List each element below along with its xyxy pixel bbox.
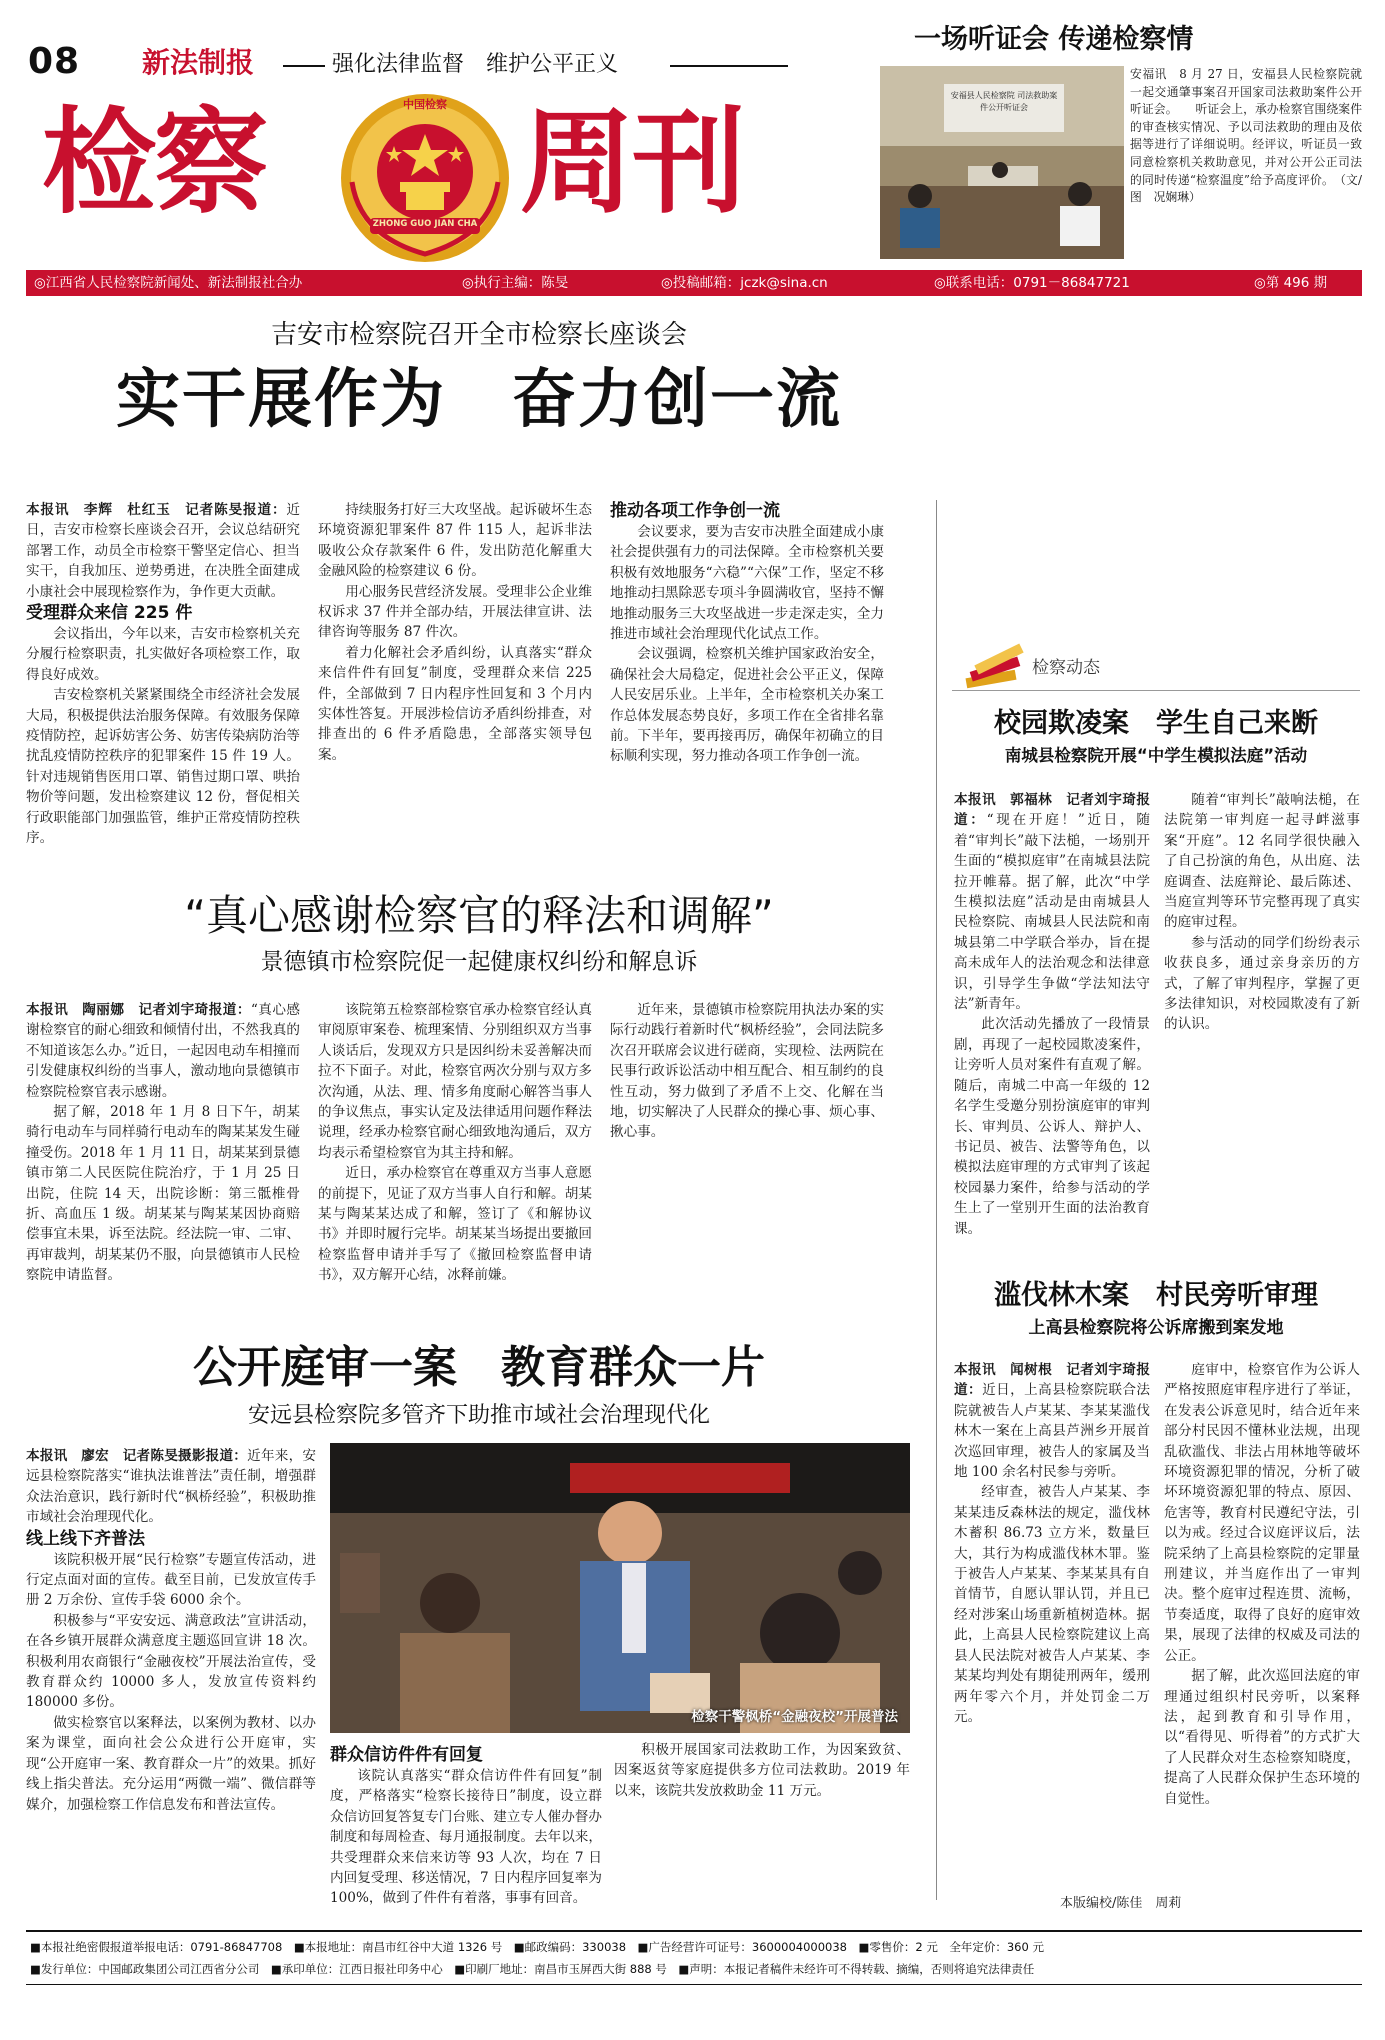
article2-subtitle: 景德镇市检察院促一起健康权纠纷和解息诉 — [260, 949, 698, 975]
article3-headline: 公开庭审一案 教育群众一片 — [193, 1342, 765, 1393]
books-icon — [962, 650, 1032, 694]
article3-subhead-1: 线上线下齐普法 — [26, 1528, 145, 1549]
article3-subtitle: 安远县检察院多管齐下助推市域社会治理现代化 — [247, 1403, 710, 1428]
article3-col3: 积极开展国家司法救助工作，为因案致贫、因案返贫等家庭提供多方位司法救助。2019 年以来，该院共发放救助金 11 万元。 — [614, 1742, 910, 1799]
article3-byline: 本报讯 廖宏 记者陈旻摄影报道： — [26, 1448, 248, 1464]
slogan-rule-left — [283, 65, 325, 67]
masthead — [0, 0, 880, 275]
side-a2-byline: 本报讯 闻树根 记者刘宇琦报道： — [954, 1362, 1150, 1399]
info-issue: ◎第 496 期 — [1254, 275, 1328, 291]
emblem-bottom-text: ZHONG GUO JIAN CHA — [372, 219, 478, 229]
article3-photo-caption: 检察干警枫桥“金融夜校”开展普法 — [691, 1709, 898, 1725]
article3-col2: 群众信访件件有回复 该院认真落实“群众信访件件有回复”制度，严格落实“检察长接待日”制度，设立群众信访回复答复专门台账、建立专人催办督办制度和每周检查、每月通报制度。去年以来，共受理群众来信来访等 93 人次，均在 7 日内回复受理、移送情况，7 日内程序回复率为 100%，做到了件件有着落，事事有回音。 — [330, 1745, 602, 1907]
article1-col3: 推动各项工作争创一流 会议要求，要为吉安市决胜全面建成小康社会提供强有力的司法保障。全市检察机关要积极有效地服务“六稳”“六保”工作，坚定不移地推动扫黑除恶专项斗争圆满收官，坚持不懈地推动服务三大攻坚战进一步走深走实，全力推进市域社会治理现代化试点工作。 会议强调，检察机关维护国家政治安全，确保社会大局稳定，促进社会公平正义，保障人民安居乐业。上半年，全市检察机关办案工作总体发展态势良好，多项工作在全省排名靠前。下半年，要再接再厉，确保年初确立的目标顺利实现，努力推动各项工作争创一流。 — [610, 501, 884, 765]
article1-col1: 本报讯 李辉 杜红玉 记者陈旻报道：近日，吉安市检察长座谈会召开，会议总结研究部署工作，动员全市检察干警坚定信心、担当实干，自我加压、逆势勇进，在决胜全面建成小康社会中展现检察作为，争作更大贡献。 受理群众来信 225 件 会议指出，今年以来，吉安市检察机关充分履行检察职责，扎实做好各项检察工作，取得良好成效。 吉安检察机关紧紧围绕全市经济社会发展大局，积极提供法治服务保障。有效服务保障疫情防控，起诉妨害公务、妨害传染病防治等扰乱疫情防控秩序的犯罪案件 15 件 19 人。针对违规销售医用口罩、销售过期口罩、哄抬物价等问题，发出检察建议 12 份，督促相关行政职能部门加强监管，维护正常疫情防控秩序。 — [26, 502, 300, 847]
top-news-photo — [880, 66, 1124, 259]
slogan-rule-right — [670, 65, 788, 67]
side-a1-headline: 校园欺凌案 学生自己来断 — [994, 708, 1318, 739]
side-a1-col1: 本报讯 郭福林 记者刘宇琦报道：“现在开庭！”近日，随着“审判长”敲下法槌，一场别开生面的“模拟庭审”在南城县法院拉开帷幕。据了解，此次“中学生模拟法庭”活动是由南城县人民检察院、南城县人民法院和南城县第二中学联合举办，旨在提高未成年人的法治观念和法律意识，引导学生争做“学法知法守法”新青年。 此次活动先播放了一段情景剧，再现了一起校园欺凌案件，让旁听人员对案件有直观了解。随后，南城二中高一年级的 12 名学生受邀分别扮演庭审的审判长、审判员、公诉人、辩护人、书记员、被告、法警等角色，以模拟法庭审理的方式审判了该起校园暴力案件，给参与活动的学生上了一堂别开生面的法治教育课。 — [954, 792, 1151, 1237]
article1-subhead-2: 推动各项工作争创一流 — [610, 501, 780, 521]
info-email: ◎投稿邮箱：jczk@sina.cn — [661, 275, 828, 291]
info-phone: ◎联系电话：0791－86847721 — [934, 275, 1130, 291]
info-organizer: ◎江西省人民检察院新闻处、新法制报社合办 — [34, 275, 303, 291]
article2-byline: 本报讯 陶丽娜 记者刘宇琦报道： — [26, 1002, 251, 1018]
article3-subhead-2: 群众信访件件有回复 — [330, 1745, 483, 1765]
article1-byline: 本报讯 李辉 杜红玉 记者陈旻报道： — [26, 502, 287, 518]
paper-name: 新法制报 — [142, 46, 255, 79]
sidebar-section-label: 检察动态 — [1032, 658, 1100, 678]
footer-rule-bottom — [26, 1984, 1362, 1985]
info-bar — [26, 270, 1362, 296]
article2-col2: 该院第五检察部检察官承办检察官经认真审阅原审案卷、梳理案情、分别组织双方当事人谈话后，发现双方只是因纠纷未妥善解决而拉不下面子。对此，检察官两次分别与双方多次沟通，从法、理、情多角度耐心解答当事人的争议焦点，事实认定及法律适用问题作释法说理，经承办检察官耐心细致地沟通后，双方均表示希望检察官为其主持和解。 近日，承办检察官在尊重双方当事人意愿的前提下，见证了双方当事人自行和解。胡某某与陶某某达成了和解，签订了《和解协议书》并即时履行完毕。胡某某当场提出要撤回检察监督申请并手写了《撤回检察监督申请书》，双方解开心结，冰释前嫌。 — [318, 1002, 592, 1284]
article3-photo — [330, 1443, 910, 1733]
article2-col1: 本报讯 陶丽娜 记者刘宇琦报道：“真心感谢检察官的耐心细致和倾情付出，不然我真的不知道该怎么办。”近日，一起因电动车相撞而引发健康权纠纷的当事人，激动地向景德镇市检察院检察官表示感谢。 据了解，2018 年 1 月 8 日下午，胡某骑行电动车与同样骑行电动车的陶某某发生碰撞受伤。2018 年 1 月 11 日，胡某某到景德镇市第二人民医院住院治疗，于 1 月 25 日出院，住院 14 天，出院诊断：第三骶椎骨折、高血压 1 级。胡某某与陶某某因协商赔偿事宜未果，诉至法院。经法院一审、二审、再审裁判，胡某某仍不服，向景德镇市人民检察院申请监督。 — [26, 1002, 301, 1284]
side-a2-col1: 本报讯 闻树根 记者刘宇琦报道：近日，上高县检察院联合法院就被告人卢某某、李某某滥伐林木一案在上高县芦洲乡开展首次巡回审理，被告人的家属及当地 100 余名村民参与旁听。 经审查，被告人卢某某、李某某违反森林法的规定，滥伐林木蓄积 86.73 立方米，数量巨大，其行为构成滥伐林木罪。鉴于被告人卢某某、李某某具有自首情节，自愿认罪认罚，并且已经对涉案山场重新植树造林。据此，上高县人民检察院建议上高县人民法院对被告人卢某某、李某某均判处有期徒刑两年，缓刑两年零六个月，并处罚金二万元。 — [954, 1362, 1150, 1725]
masthead-title-right: 周刊 — [520, 96, 745, 229]
side-a2-col2: 庭审中，检察官作为公诉人严格按照庭审程序进行了举证，在发表公诉意见时，结合近年来部分村民因不懂林业法规，出现乱砍滥伐、非法占用林地等破坏环境资源犯罪的情况，分析了破坏环境资源犯罪的特点、原因、危害等，教育村民遵纪守法，引以为戒。经过合议庭评议后，法院采纳了上高县检察院的定罪量刑建议，并当庭作出了一审判决。整个庭审过程连贯、流畅，节奏适度，取得了良好的庭审效果，展现了法律的权威及司法的公正。 据了解，此次巡回法庭的审理通过组织村民旁听，以案释法，起到教育和引导作用，以“看得见、听得着”的方式扩大了人民群众对生态检察知晓度，提高了人民群众保护生态环境的自觉性。 — [1164, 1362, 1360, 1807]
top-news-photo-banner: 安福县人民检察院 司法救助案件公开听证会 — [950, 91, 1058, 112]
sidebar-section-rule — [952, 690, 1360, 691]
page-number: 08 — [28, 41, 81, 82]
info-editor: ◎执行主编：陈旻 — [462, 275, 569, 291]
top-news-headline: 一场听证会 传递检察情 — [914, 24, 1194, 55]
footer-line-2: ■发行单位：中国邮政集团公司江西省分公司 ■承印单位：江西日报社印务中心 ■印刷厂地址：南昌市玉屏西大街 888 号 ■声明：本报记者稿件未经许可不得转载、摘编，否则将追究法律责任 — [30, 1962, 1035, 1976]
footer-rule-top — [26, 1930, 1362, 1932]
article1-headline: 实干展作为 奋力创一流 — [116, 363, 842, 437]
article3-col1: 本报讯 廖宏 记者陈旻摄影报道：近年来，安远县检察院落实“谁执法谁普法”责任制，增强群众法治意识，践行新时代“枫桥经验”，积极助推市域社会治理现代化。 线上线下齐普法 该院积极开展“民行检察”专题宣传活动，进行定点面对面的宣传。截至目前，已发放宣传手册 2 万余份、宣传手袋 6000 余个。 积极参与“平安安远、满意政法”宣讲活动，在各乡镇开展群众满意度主题巡回宣讲 18 次。积极利用农商银行“金融夜校”开展法治宣传，受教育群众约 10000 多人，发放宣传资料约 180000 多份。 做实检察官以案释法，以案例为教材、以办案为课堂，面向社会公众进行公开庭审，实现“公开庭审一案、教育群众一片”的效果。抓好线上指尖普法。充分运用“两微一端”、微信群等媒介，加强检察工作信息发布和普法宣传。 — [26, 1448, 316, 1813]
sidebar-divider — [936, 500, 937, 1900]
article1-col2: 持续服务打好三大攻坚战。起诉破坏生态环境资源犯罪案件 87 件 115 人，起诉非法吸收公众存款案件 6 件，发出防范化解重大金融风险的检察建议 6 份。 用心服务民营经济发展。受理非公企业维权诉求 37 件并全部办结，开展法律宣讲、法律咨询等服务 87 件次。 着力化解社会矛盾纠纷，认真落实“群众来信件件有回复”制度，受理群众来信 225 件，全部做到 7 日内程序性回复和 3 个月内实体性答复。开展涉检信访矛盾纠纷排查，对排查出的 6 件矛盾隐患，全部落实领导包案。 — [318, 502, 592, 763]
article2-col3: 近年来，景德镇市检察院用执法办案的实际行动践行着新时代“枫桥经验”，会同法院多次召开联席会议进行磋商，实现检、法两院在民事行政诉讼活动中相互配合、相互制约的良性互动，努力做到了矛盾不上交、化解在当地，切实解决了人民群众的操心事、烦心事、揪心事。 — [610, 1002, 884, 1141]
article1-subhead-1: 受理群众来信 225 件 — [26, 603, 193, 624]
side-a1-subtitle: 南城县检察院开展“中学生模拟法庭”活动 — [1004, 746, 1308, 765]
side-a2-subtitle: 上高县检察院将公诉席搬到案发地 — [1028, 1318, 1284, 1338]
emblem-top-text: 中国检察 — [403, 98, 447, 111]
side-a1-byline: 本报讯 郭福林 记者刘宇琦报道： — [954, 792, 1150, 829]
masthead-title-left: 检察 — [42, 96, 267, 229]
side-a2-headline: 滥伐林木案 村民旁听审理 — [994, 1280, 1318, 1311]
procuratorate-emblem-icon — [330, 86, 520, 264]
page-editor: 本版编校/陈佳 周莉 — [1060, 1896, 1182, 1911]
article2-headline: “真心感谢检察官的释法和调解” — [184, 891, 774, 940]
top-news-text: 安福讯 8 月 27 日，安福县人民检察院就一起交通肇事案召开国家司法救助案件公开听证会。 听证会上，承办检察官围绕案件的审查核实情况、予以司法救助的理由及依据等进行了详细说明。经评议，听证员一致同意检察机关救助意见，并对公开公正司法的同时传递“检察温度”给予高度评价。 （文/图 况娴琳） — [1130, 67, 1362, 205]
footer-line-1: ■本报社绝密假报道举报电话：0791-86847708 ■本报地址：南昌市红谷中大道 1326 号 ■邮政编码：330038 ■广告经营许可证号：3600004000038 ■零售价：2 元 全年定价：360 元 — [30, 1940, 1044, 1954]
side-a1-col2: 随着“审判长”敲响法槌，在法院第一审判庭一起寻衅滋事案“开庭”。12 名同学很快融入了自己扮演的角色，从出庭、法庭调查、法庭辩论、最后陈述、当庭宣判等环节完整再现了真实的庭审过程。 参与活动的同学们纷纷表示收获良多，通过亲身亲历的方式，了解了审判程序，掌握了更多法律知识，对校园欺凌有了新的认识。 — [1164, 792, 1360, 1033]
article1-kicker: 吉安市检察院召开全市检察长座谈会 — [270, 320, 687, 350]
masthead-slogan: 强化法律监督 维护公平正义 — [332, 52, 619, 77]
